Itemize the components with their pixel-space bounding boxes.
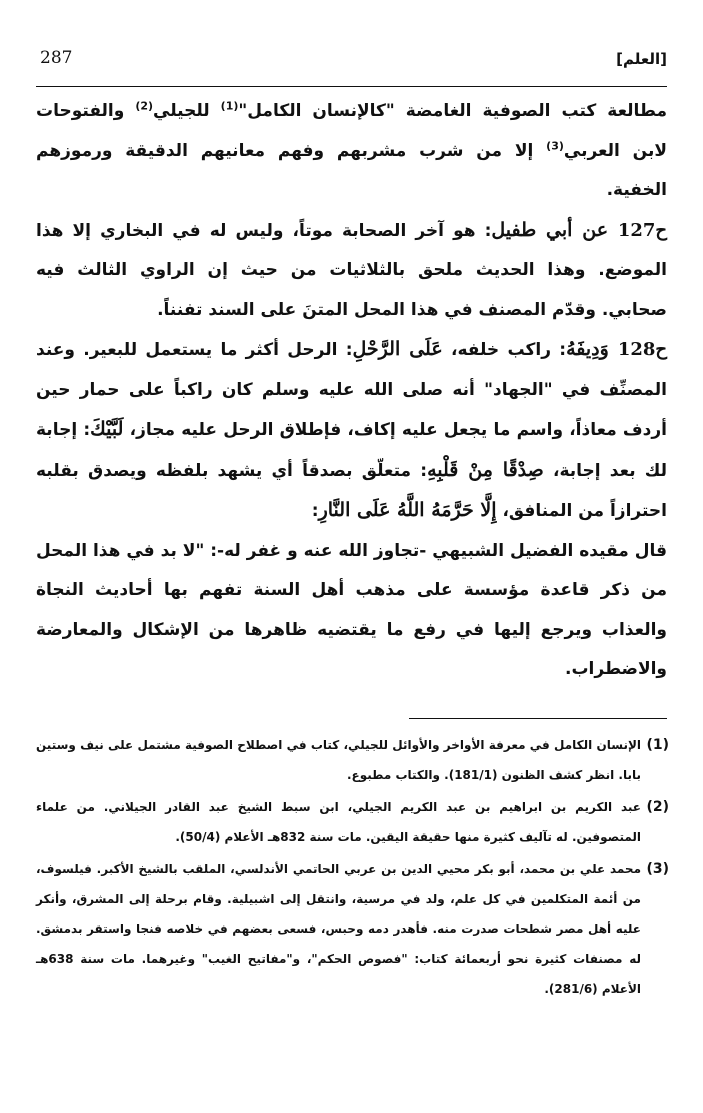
paragraph-4: قال مقيده الفضيل الشبيهي -تجاوز الله عنه و غفر له-: "لا بد في هذا المحل من ذكر قاعدة مؤسسة على مذهب أهل السنة تفهم بها أحاديث النجاة والعذاب ويرجع إليها في رفع ما يقتضيه ظاهرها من الإشكال والمعارضة والاضطراب. xyxy=(36,540,667,679)
text-run: : هو آخر الصحابة موتاً، وليس له في البخاري إلا هذا الموضع. وهذا الحديث ملحق بالثلاثيات من حيث إن الراوي الثالث فيه صحابي. وقدّم المصنف في هذا المحل المتنَ على السند تفنناً. xyxy=(36,220,667,320)
footnote-1 xyxy=(36,730,669,790)
page-header xyxy=(40,48,667,78)
footnote-text: الإنسان الكامل في معرفة الأواخر والأوائل للجيلي، كتاب في اصطلاح الصوفية مشتمل على نيف وستين بابا. انظر كشف الظنون (181/1). والكتاب مطبوع. xyxy=(36,738,641,782)
text-run: : راكب خلفه، xyxy=(442,340,567,360)
footnote-ref-2[interactable]: (2) xyxy=(135,99,154,113)
text-run: : الرحل أكثر ما يستعمل للبعير. وعند المصنِّف في "الجهاد" أنه صلى الله عليه وسلم كان راكباً على حمار حين أردف معاذاً، واسم ما يجعل عليه إكاف، فإطلاق الرحل عليه مجاز، xyxy=(36,340,667,440)
paragraph-hadith-128 xyxy=(36,330,667,532)
quoted-phrase: إِلَّا حَرَّمَهُ اللَّهُ عَلَى النَّارِ xyxy=(318,499,497,521)
text-run: : إجابة لك بعد إجابة، xyxy=(36,420,668,481)
footnotes xyxy=(36,730,669,1006)
quoted-phrase: عَلَى الرَّحْلِ xyxy=(352,338,443,360)
quoted-phrase: لَبَّيْكَ xyxy=(90,418,124,440)
paragraph-1 xyxy=(36,92,667,211)
quoted-phrase: وَدِيفَهُ xyxy=(566,338,618,360)
footnote-3 xyxy=(36,854,669,1004)
text-run: : xyxy=(311,501,319,521)
main-text xyxy=(36,92,667,690)
text-run: : متعلّق بصدقاً أي يشهد بلفظه ويصدق بقلبه احترازاً من المنافق، xyxy=(36,460,667,521)
footnote-divider xyxy=(409,718,667,719)
footnote-text: عبد الكريم بن ابراهيم بن عبد الكريم الجيلي، ابن سبط الشيخ عبد القادر الجيلاني. من علماء المتصوفين. له تآليف كثيرة منها حقيقة اليقين. مات سنة 832هـ الأعلام (50/4). xyxy=(36,800,641,844)
footnote-text: محمد علي بن محمد، أبو بكر محيي الدين بن عربي الحاتمي الأندلسي، الملقب بالشيخ الأكبر. فيلسوف، من أئمة المتكلمين في كل علم، ولد في مرسية، وانتقل إلى اشبيلية. وقام برحلة إلى المشرق، وأنكر عليه أهل مصر شطحات صدرت منه. فأهدر دمه وحبس، فسعى بعضهم في خلاصه فنجا واستقر بدمشق. له مصنفات كثيرة نحو أربعمائة كتاب: "فصوص الحكم"، و"مفاتيح الغيب" وغيرهما. مات سنة 638هـ الأعلام (281/6). xyxy=(36,862,641,996)
page-number: 287 xyxy=(40,48,73,68)
quoted-phrase: صِدْقًا مِنْ قَلْبِهِ xyxy=(427,458,544,481)
running-title: [العلم] xyxy=(616,50,667,68)
hadith-number-128: ح128 xyxy=(617,339,668,360)
footnote-marker: (1) xyxy=(646,737,669,753)
quoted-phrase: عن أبي طفيل xyxy=(491,218,618,241)
text-run: والفتوحات لابن العربي xyxy=(36,101,667,161)
paragraph-hadith-127 xyxy=(36,211,667,331)
hadith-number-127: ح127 xyxy=(617,219,668,241)
text-run: للجيلي xyxy=(153,101,221,121)
footnote-2 xyxy=(36,792,669,852)
footnote-ref-3[interactable]: (3) xyxy=(546,138,564,152)
header-divider xyxy=(36,86,667,87)
footnote-ref-1[interactable]: (1) xyxy=(220,99,239,113)
footnote-marker: (3) xyxy=(646,861,669,877)
text-run: إلا من شرب مشربهم وفهم معانيهم الدقيقة ورموزهم الخفية. xyxy=(36,140,667,200)
text-run: مطالعة كتب الصوفية الغامضة "كالإنسان الكامل" xyxy=(238,101,668,121)
footnote-marker: (2) xyxy=(646,799,669,815)
